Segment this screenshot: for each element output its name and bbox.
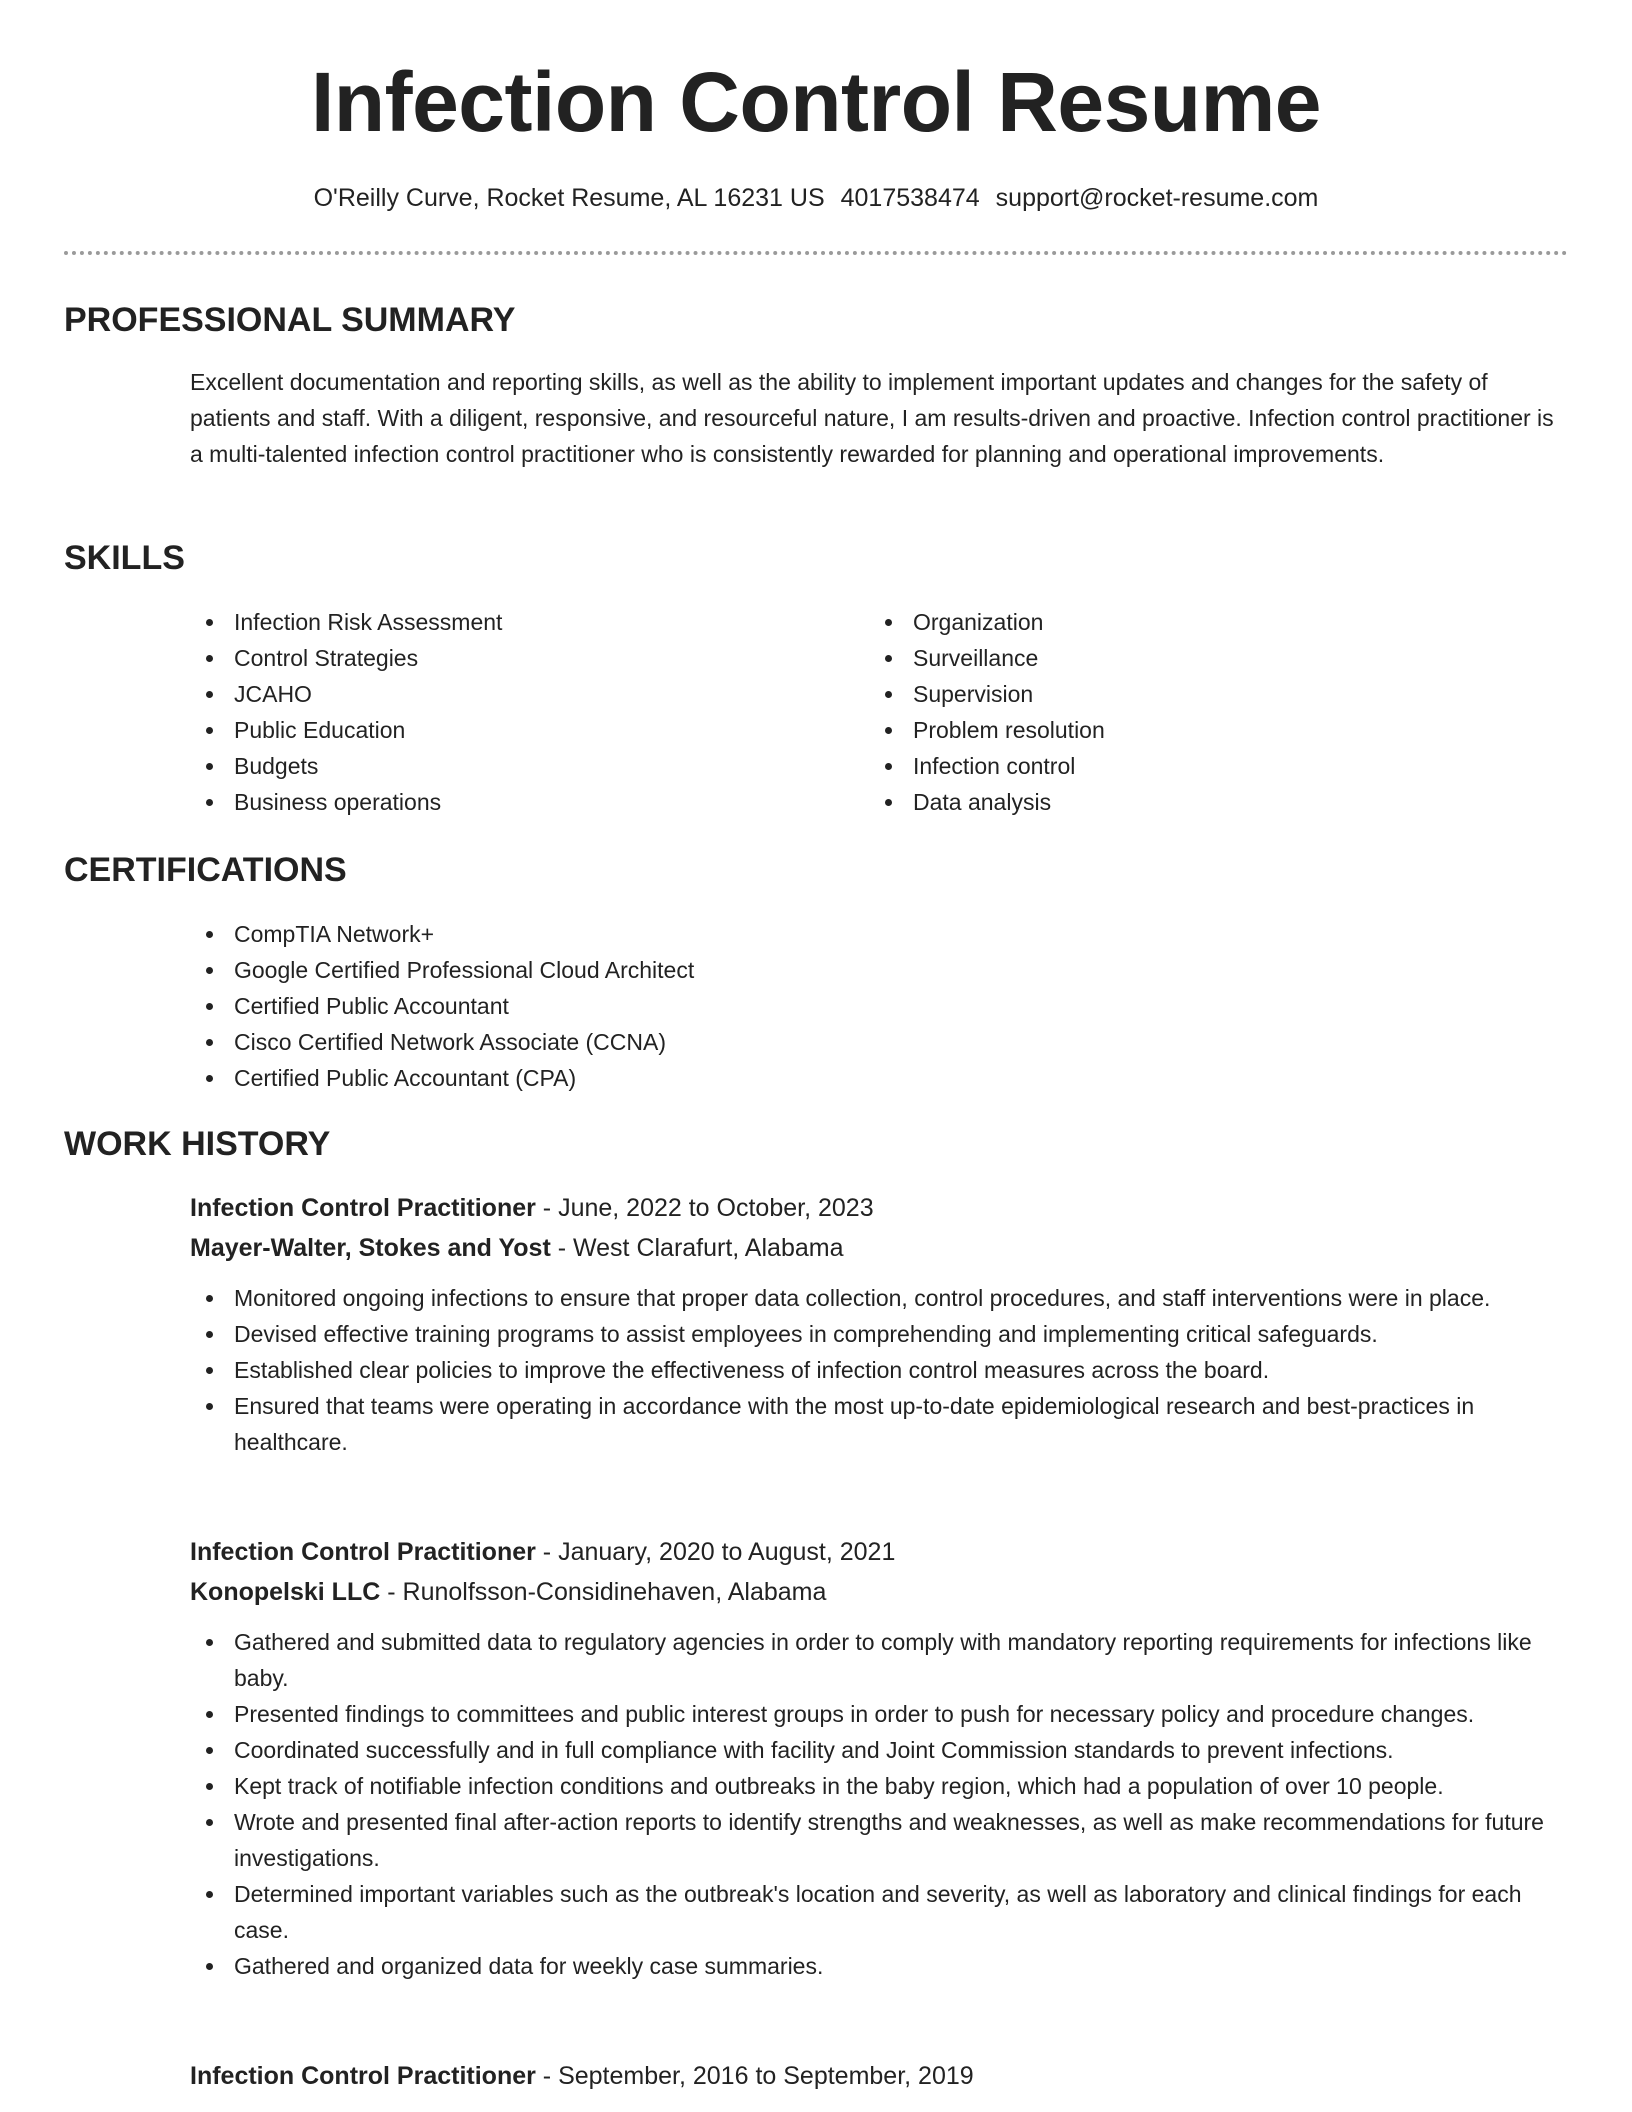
job-duty-item: Kept track of notifiable infection conditions and outbreaks in the baby region, which had a population of over 10 people. (190, 1768, 1570, 1804)
job-company: Konopelski LLC (190, 1578, 381, 1606)
skills-list-left (190, 604, 830, 820)
job-entry (190, 1188, 1570, 1460)
contact-info (0, 180, 1632, 216)
skill-item: Infection Risk Assessment (190, 604, 830, 640)
job-location: - Runolfsson-Considinehaven, Alabama (380, 1578, 827, 1606)
contact-phone: 4017538474 (840, 184, 980, 212)
job-duty-item: Ensured that teams were operating in accordance with the most up-to-date epidemiological research and best-practices in healthcare. (190, 1388, 1570, 1460)
skill-item: Supervision (869, 676, 1509, 712)
job-duty-item: Gathered and organized data for weekly case summaries. (190, 1948, 1570, 1984)
skill-item: Problem resolution (869, 712, 1509, 748)
skills-heading: SKILLS (64, 539, 185, 577)
summary-heading: PROFESSIONAL SUMMARY (64, 301, 516, 339)
job-title: Infection Control Practitioner (190, 2062, 536, 2090)
skill-item: Organization (869, 604, 1509, 640)
certification-item: Google Certified Professional Cloud Architect (190, 952, 1570, 988)
job-title-line (190, 1188, 1570, 1228)
job-duty-item: Monitored ongoing infections to ensure that proper data collection, control procedures, and staff interventions were in place. (190, 1280, 1570, 1316)
skill-item: Surveillance (869, 640, 1509, 676)
skills-list-right (869, 604, 1509, 820)
skill-item: Budgets (190, 748, 830, 784)
certification-item: Certified Public Accountant (190, 988, 1570, 1024)
contact-email: support@rocket-resume.com (995, 184, 1319, 212)
job-duty-item: Established clear policies to improve the effectiveness of infection control measures across the board. (190, 1352, 1570, 1388)
job-company-line (190, 1572, 1570, 1612)
skill-item: Infection control (869, 748, 1509, 784)
job-duty-item: Presented findings to committees and public interest groups in order to push for necessary policy and procedure changes. (190, 1696, 1570, 1732)
job-title: Infection Control Practitioner (190, 1194, 536, 1222)
skill-item: JCAHO (190, 676, 830, 712)
work-history-heading: WORK HISTORY (64, 1125, 331, 1163)
contact-address: O'Reilly Curve, Rocket Resume, AL 16231 US (313, 184, 825, 212)
certification-item: Certified Public Accountant (CPA) (190, 1060, 1570, 1096)
summary-text: Excellent documentation and reporting skills, as well as the ability to implement important updates and changes for the safety of patients and staff. With a diligent, responsive, and resourceful nature, I am results-driven and proactive. Infection control practitioner is a multi-talented infection control practitioner who is consistently rewarded for planning and operational improvements. (190, 369, 1554, 467)
job-entry (190, 1532, 1570, 1984)
job-duty-item: Coordinated successfully and in full compliance with facility and Joint Commission standards to prevent infections. (190, 1732, 1570, 1768)
job-company: Mayer-Walter, Stokes and Yost (190, 1234, 551, 1262)
job-title-line (190, 1532, 1570, 1572)
job-dates: - June, 2022 to October, 2023 (535, 1194, 874, 1222)
job-duty-item: Gathered and submitted data to regulatory agencies in order to comply with mandatory reporting requirements for infections like baby. (190, 1624, 1570, 1696)
certification-item: Cisco Certified Network Associate (CCNA) (190, 1024, 1570, 1060)
job-entry (190, 2056, 1570, 2096)
job-title-line (190, 2056, 1570, 2096)
page-title: Infection Control Resume (310, 55, 1322, 149)
certification-item: CompTIA Network+ (190, 916, 1570, 952)
header-divider (64, 251, 1568, 255)
job-title: Infection Control Practitioner (190, 1538, 536, 1566)
certifications-list (190, 916, 1570, 1096)
job-duty-item: Devised effective training programs to assist employees in comprehending and implementing critical safeguards. (190, 1316, 1570, 1352)
job-duties-list (190, 1624, 1570, 1984)
job-duty-item: Determined important variables such as the outbreak's location and severity, as well as laboratory and clinical findings for each case. (190, 1876, 1570, 1948)
job-location: - West Clarafurt, Alabama (550, 1234, 844, 1262)
job-duties-list (190, 1280, 1570, 1460)
job-duty-item: Wrote and presented final after-action reports to identify strengths and weaknesses, as well as make recommendations for future investigations. (190, 1804, 1570, 1876)
skill-item: Data analysis (869, 784, 1509, 820)
job-dates: - September, 2016 to September, 2019 (535, 2062, 974, 2090)
job-company-line (190, 1228, 1570, 1268)
skill-item: Business operations (190, 784, 830, 820)
certifications-heading: CERTIFICATIONS (64, 851, 347, 889)
skill-item: Control Strategies (190, 640, 830, 676)
skill-item: Public Education (190, 712, 830, 748)
job-dates: - January, 2020 to August, 2021 (535, 1538, 896, 1566)
